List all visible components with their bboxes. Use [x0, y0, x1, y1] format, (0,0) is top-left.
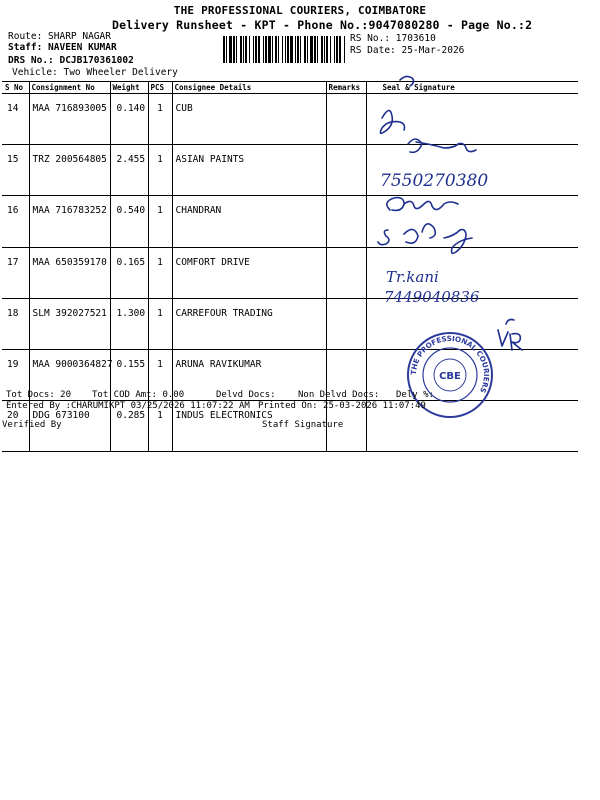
col-header-sno: S No: [2, 82, 29, 94]
barcode-bar: [334, 36, 335, 63]
barcode-bar: [263, 36, 264, 63]
cell-sno: 16: [2, 196, 29, 247]
barcode-bar: [297, 36, 299, 63]
cell-consignee: CUB: [172, 94, 326, 145]
cell-weight: 0.165: [110, 247, 148, 298]
cell-consignee: ASIAN PAINTS: [172, 145, 326, 196]
cell-pcs: 1: [148, 401, 172, 452]
cell-consignment: MAA 9000364827: [29, 349, 110, 400]
barcode-bar: [326, 36, 328, 63]
col-header-remarks: Remarks: [326, 82, 366, 94]
col-header-consignee: Consignee Details: [172, 82, 326, 94]
verified-by: Verified By: [2, 420, 62, 430]
staff-signature: Staff Signature: [262, 420, 344, 430]
drs-number: DRS No.: DCJB170361002: [8, 55, 134, 66]
barcode-bar: [290, 36, 293, 63]
cell-pcs: 1: [148, 298, 172, 349]
cell-weight: 2.455: [110, 145, 148, 196]
cell-consignment: MAA 716893005: [29, 94, 110, 145]
barcode-bar: [229, 36, 232, 63]
cell-pcs: 1: [148, 349, 172, 400]
barcode-bar: [321, 36, 323, 63]
barcode-bar: [258, 36, 260, 63]
barcode-bar: [272, 36, 273, 63]
cell-weight: 0.540: [110, 196, 148, 247]
barcode-bar: [240, 36, 242, 63]
cell-consignment: SLM 392027521: [29, 298, 110, 349]
barcode-bar: [336, 36, 338, 63]
cell-consignment: DDG 673100: [29, 401, 110, 452]
cell-sno: 14: [2, 94, 29, 145]
cell-pcs: 1: [148, 145, 172, 196]
col-header-pcs: PCS: [148, 82, 172, 94]
barcode-bar: [226, 36, 227, 63]
cell-weight: 0.285: [110, 401, 148, 452]
barcode-bar: [265, 36, 267, 63]
barcode: [222, 36, 346, 63]
barcode-bar: [243, 36, 244, 63]
printed-on: Printed On: 25-03-2026 11:07:49: [258, 401, 426, 411]
cell-pcs: 1: [148, 94, 172, 145]
vehicle-label: Vehicle: Two Wheeler Delivery: [12, 67, 178, 78]
company-title: THE PROFESSIONAL COURIERS, COIMBATORE: [173, 4, 427, 17]
barcode-bar: [317, 36, 318, 63]
barcode-bar: [245, 36, 247, 63]
barcode-bar: [300, 36, 301, 63]
cell-consignee: ARUNA RAVIKUMAR: [172, 349, 326, 400]
cell-sno: 18: [2, 298, 29, 349]
rs-number: RS No.: 1703610: [350, 33, 436, 44]
cell-sno: 20: [2, 401, 29, 452]
barcode-bar: [307, 36, 308, 63]
cell-consignment: TRZ 200564805: [29, 145, 110, 196]
signature-row-15: [408, 139, 476, 152]
barcode-bar: [278, 36, 279, 63]
cell-pcs: 1: [148, 247, 172, 298]
barcode-bar: [285, 36, 286, 63]
barcode-bar: [233, 36, 235, 63]
barcode-bar: [310, 36, 313, 63]
cell-weight: 0.155: [110, 349, 148, 400]
total-docs: Tot Docs: 20: [6, 390, 72, 400]
cell-consignment: MAA 650359170: [29, 247, 110, 298]
barcode-bar: [295, 36, 296, 63]
cell-sno: 17: [2, 247, 29, 298]
barcode-bar: [249, 36, 250, 63]
barcode-bar: [255, 36, 257, 63]
non-delivered-docs: Non Delvd Docs:: [298, 390, 380, 400]
barcode-bar: [314, 36, 316, 63]
ink-scribble: [400, 76, 414, 86]
stamp-ring-text: THE PROFESSIONAL COURIERS: [408, 333, 492, 395]
delivered-docs: Delvd Docs:: [216, 390, 276, 400]
barcode-bar: [304, 36, 306, 63]
staff-label: Staff: NAVEEN KUMAR: [8, 42, 117, 53]
cell-consignment: MAA 716783252: [29, 196, 110, 247]
barcode-bar: [282, 36, 283, 63]
delivery-percentage: Dely %:: [396, 390, 434, 400]
barcode-bar: [324, 36, 325, 63]
handwritten-phone-row18: 7449040836: [384, 288, 480, 306]
barcode-bar: [268, 36, 271, 63]
handwritten-name-row18: Tr.kani: [386, 268, 439, 286]
runsheet-title: Delivery Runsheet - KPT - Phone No.:9047080280 - Page No.:2: [112, 18, 533, 32]
handwritten-phone-row15: 7550270380: [380, 171, 489, 191]
barcode-bar: [236, 36, 237, 63]
route-label: Route: SHARP NAGAR: [8, 31, 111, 42]
cell-consignee: CARREFOUR TRADING: [172, 298, 326, 349]
signature-row-14: [380, 110, 404, 133]
cell-consignee: INDUS ELECTRONICS: [172, 401, 326, 452]
stamp-center-text: CBE: [439, 371, 461, 382]
cell-consignee: CHANDRAN: [172, 196, 326, 247]
rs-date: RS Date: 25-Mar-2026: [350, 45, 465, 56]
col-header-weight: Weight: [110, 82, 148, 94]
barcode-bar: [253, 36, 254, 63]
barcode-bar: [223, 36, 225, 63]
col-header-signature: Seal & Signature: [366, 82, 578, 94]
barcode-bar: [287, 36, 289, 63]
total-cod-amount: Tot COD Amt: 0.00: [92, 390, 185, 400]
barcode-bar: [339, 36, 341, 63]
signature-row-17: [378, 224, 472, 254]
entered-by: Entered By :CHARUMIKPT 03/25/2026 11:07:22 AM: [6, 401, 250, 411]
cell-consignee: COMFORT DRIVE: [172, 247, 326, 298]
barcode-bar: [344, 36, 345, 63]
col-header-consignment: Consignment No: [29, 82, 110, 94]
cell-sno: 15: [2, 145, 29, 196]
cell-pcs: 1: [148, 196, 172, 247]
cell-weight: 0.140: [110, 94, 148, 145]
signature-row-16: [387, 198, 458, 211]
cell-weight: 1.300: [110, 298, 148, 349]
barcode-bar: [275, 36, 277, 63]
cell-sno: 19: [2, 349, 29, 400]
barcode-bar: [330, 36, 331, 63]
